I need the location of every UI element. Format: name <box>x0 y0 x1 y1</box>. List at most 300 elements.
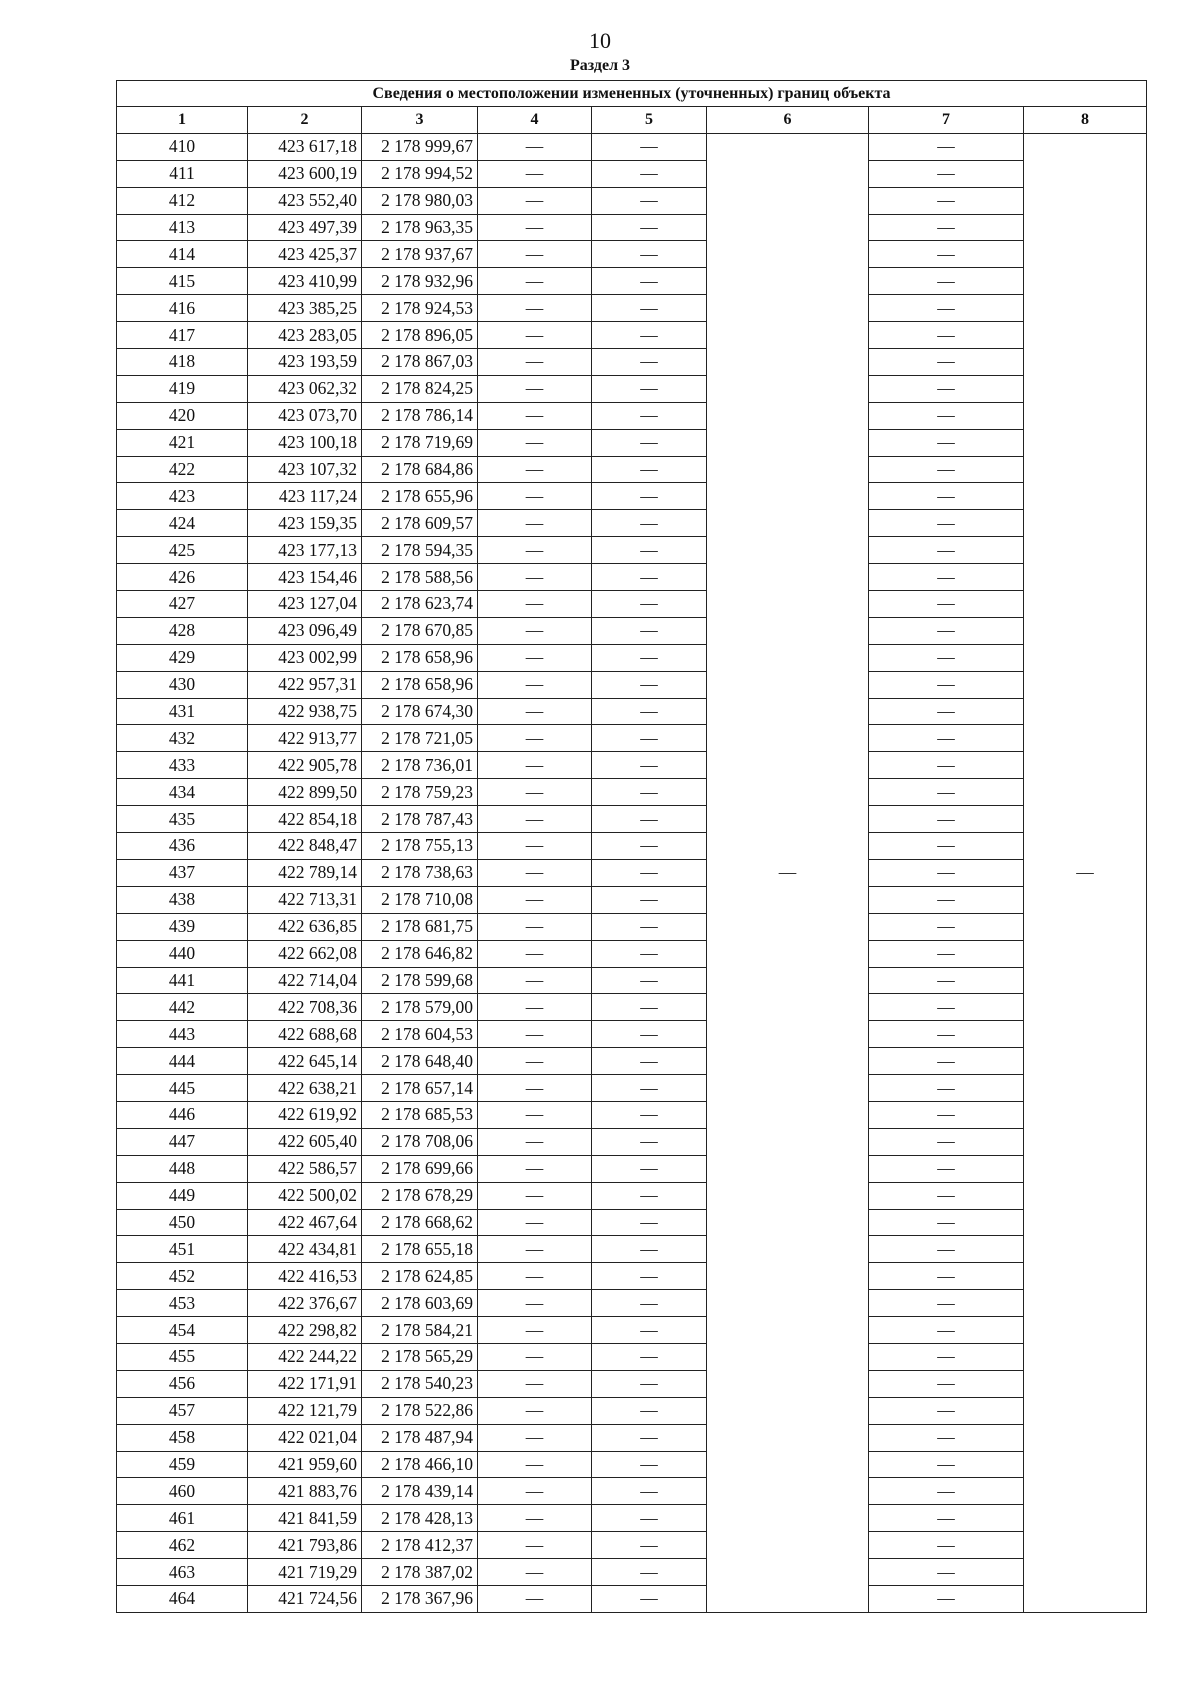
coordinate-x-cell: 422 500,02 <box>248 1182 362 1209</box>
point-number-cell: 447 <box>117 1128 248 1155</box>
col4-dash-cell: — <box>478 1263 592 1290</box>
col5-dash-cell: — <box>592 537 707 564</box>
table-row <box>117 913 1147 940</box>
coordinate-y-cell: 2 178 624,85 <box>362 1263 478 1290</box>
coordinate-y-cell: 2 178 599,68 <box>362 967 478 994</box>
col4-dash-cell: — <box>478 1585 592 1612</box>
coordinate-x-cell: 422 714,04 <box>248 967 362 994</box>
col4-dash-cell: — <box>478 1559 592 1586</box>
coordinate-x-cell: 422 957,31 <box>248 671 362 698</box>
col4-dash-cell: — <box>478 456 592 483</box>
col7-dash-cell: — <box>869 886 1024 913</box>
col5-dash-cell: — <box>592 456 707 483</box>
col4-dash-cell: — <box>478 510 592 537</box>
col4-dash-cell: — <box>478 671 592 698</box>
coordinate-y-cell: 2 178 708,06 <box>362 1128 478 1155</box>
point-number-cell: 419 <box>117 375 248 402</box>
coordinate-y-cell: 2 178 937,67 <box>362 241 478 268</box>
point-number-cell: 433 <box>117 752 248 779</box>
table-row <box>117 833 1147 860</box>
coordinate-y-cell: 2 178 609,57 <box>362 510 478 537</box>
col5-dash-cell: — <box>592 1290 707 1317</box>
col7-dash-cell: — <box>869 322 1024 349</box>
coordinate-x-cell: 423 425,37 <box>248 241 362 268</box>
col7-dash-cell: — <box>869 1532 1024 1559</box>
col7-dash-cell: — <box>869 456 1024 483</box>
point-number-cell: 430 <box>117 671 248 698</box>
col4-dash-cell: — <box>478 859 592 886</box>
col4-dash-cell: — <box>478 187 592 214</box>
col5-dash-cell: — <box>592 1155 707 1182</box>
point-number-cell: 435 <box>117 806 248 833</box>
coordinate-y-cell: 2 178 657,14 <box>362 1075 478 1102</box>
column-header-row <box>117 107 1147 134</box>
point-number-cell: 441 <box>117 967 248 994</box>
col5-dash-cell: — <box>592 806 707 833</box>
col5-dash-cell: — <box>592 1317 707 1344</box>
col7-dash-cell: — <box>869 429 1024 456</box>
point-number-cell: 454 <box>117 1317 248 1344</box>
table-row <box>117 214 1147 241</box>
table-row <box>117 886 1147 913</box>
coordinate-x-cell: 422 708,36 <box>248 994 362 1021</box>
point-number-cell: 455 <box>117 1343 248 1370</box>
point-number-cell: 442 <box>117 994 248 1021</box>
coordinate-x-cell: 423 127,04 <box>248 591 362 618</box>
coordinate-y-cell: 2 178 824,25 <box>362 375 478 402</box>
coordinate-x-cell: 422 298,82 <box>248 1317 362 1344</box>
coordinate-x-cell: 423 410,99 <box>248 268 362 295</box>
col7-dash-cell: — <box>869 1343 1024 1370</box>
table-row <box>117 456 1147 483</box>
col4-dash-cell: — <box>478 1451 592 1478</box>
col4-dash-cell: — <box>478 1021 592 1048</box>
col4-dash-cell: — <box>478 1075 592 1102</box>
col5-dash-cell: — <box>592 160 707 187</box>
col4-dash-cell: — <box>478 1236 592 1263</box>
col7-dash-cell: — <box>869 994 1024 1021</box>
table-row <box>117 859 1147 886</box>
point-number-cell: 436 <box>117 833 248 860</box>
table-row <box>117 1021 1147 1048</box>
col7-dash-cell: — <box>869 1370 1024 1397</box>
col5-dash-cell: — <box>592 1101 707 1128</box>
coordinate-y-cell: 2 178 387,02 <box>362 1559 478 1586</box>
coordinate-y-cell: 2 178 658,96 <box>362 671 478 698</box>
col7-dash-cell: — <box>869 537 1024 564</box>
point-number-cell: 422 <box>117 456 248 483</box>
coordinate-x-cell: 423 177,13 <box>248 537 362 564</box>
col5-dash-cell: — <box>592 1128 707 1155</box>
col5-dash-cell: — <box>592 752 707 779</box>
point-number-cell: 428 <box>117 617 248 644</box>
col5-dash-cell: — <box>592 886 707 913</box>
coordinate-y-cell: 2 178 932,96 <box>362 268 478 295</box>
table-row <box>117 698 1147 725</box>
col4-dash-cell: — <box>478 268 592 295</box>
coordinate-x-cell: 422 662,08 <box>248 940 362 967</box>
table-row <box>117 1559 1147 1586</box>
coordinate-x-cell: 422 913,77 <box>248 725 362 752</box>
col4-dash-cell: — <box>478 1317 592 1344</box>
col4-dash-cell: — <box>478 429 592 456</box>
coordinate-y-cell: 2 178 655,96 <box>362 483 478 510</box>
coordinate-x-cell: 422 848,47 <box>248 833 362 860</box>
col5-dash-cell: — <box>592 698 707 725</box>
col7-dash-cell: — <box>869 510 1024 537</box>
col4-dash-cell: — <box>478 1048 592 1075</box>
coordinate-x-cell: 422 938,75 <box>248 698 362 725</box>
coordinate-y-cell: 2 178 787,43 <box>362 806 478 833</box>
table-row <box>117 564 1147 591</box>
col4-dash-cell: — <box>478 779 592 806</box>
table-row <box>117 1263 1147 1290</box>
coordinate-x-cell: 423 154,46 <box>248 564 362 591</box>
point-number-cell: 411 <box>117 160 248 187</box>
col4-dash-cell: — <box>478 537 592 564</box>
col7-dash-cell: — <box>869 349 1024 376</box>
coordinate-y-cell: 2 178 668,62 <box>362 1209 478 1236</box>
coordinate-y-cell: 2 178 896,05 <box>362 322 478 349</box>
col7-dash-cell: — <box>869 1505 1024 1532</box>
coordinate-x-cell: 423 193,59 <box>248 349 362 376</box>
point-number-cell: 450 <box>117 1209 248 1236</box>
col7-dash-cell: — <box>869 1182 1024 1209</box>
coordinate-x-cell: 422 713,31 <box>248 886 362 913</box>
col7-dash-cell: — <box>869 133 1024 160</box>
col5-dash-cell: — <box>592 1182 707 1209</box>
coordinate-x-cell: 423 100,18 <box>248 429 362 456</box>
point-number-cell: 420 <box>117 402 248 429</box>
table-row <box>117 617 1147 644</box>
col7-dash-cell: — <box>869 160 1024 187</box>
point-number-cell: 458 <box>117 1424 248 1451</box>
col5-dash-cell: — <box>592 295 707 322</box>
table-row <box>117 725 1147 752</box>
col5-dash-cell: — <box>592 1263 707 1290</box>
table-row <box>117 483 1147 510</box>
col7-dash-cell: — <box>869 698 1024 725</box>
table-row <box>117 537 1147 564</box>
table-row <box>117 940 1147 967</box>
col4-dash-cell: — <box>478 214 592 241</box>
col7-dash-cell: — <box>869 940 1024 967</box>
coordinate-y-cell: 2 178 759,23 <box>362 779 478 806</box>
col7-dash-cell: — <box>869 1209 1024 1236</box>
table-row <box>117 1317 1147 1344</box>
coordinate-x-cell: 422 638,21 <box>248 1075 362 1102</box>
column-header-5: 5 <box>592 107 707 134</box>
col4-dash-cell: — <box>478 617 592 644</box>
col7-dash-cell: — <box>869 1236 1024 1263</box>
table-row <box>117 349 1147 376</box>
col7-dash-cell: — <box>869 859 1024 886</box>
col7-dash-cell: — <box>869 268 1024 295</box>
table-row <box>117 402 1147 429</box>
col4-dash-cell: — <box>478 1155 592 1182</box>
col7-dash-cell: — <box>869 1424 1024 1451</box>
col7-dash-cell: — <box>869 833 1024 860</box>
col5-dash-cell: — <box>592 241 707 268</box>
coordinate-y-cell: 2 178 924,53 <box>362 295 478 322</box>
coordinate-y-cell: 2 178 648,40 <box>362 1048 478 1075</box>
col5-dash-cell: — <box>592 1209 707 1236</box>
coordinate-x-cell: 422 021,04 <box>248 1424 362 1451</box>
coordinate-x-cell: 422 905,78 <box>248 752 362 779</box>
table-row <box>117 1209 1147 1236</box>
table-row <box>117 1424 1147 1451</box>
table-row <box>117 1182 1147 1209</box>
table-row <box>117 779 1147 806</box>
table-row <box>117 1478 1147 1505</box>
col7-dash-cell: — <box>869 725 1024 752</box>
col5-dash-cell: — <box>592 1451 707 1478</box>
col5-dash-cell: — <box>592 1397 707 1424</box>
col7-dash-cell: — <box>869 1451 1024 1478</box>
col5-dash-cell: — <box>592 1048 707 1075</box>
coordinate-x-cell: 421 883,76 <box>248 1478 362 1505</box>
col7-dash-cell: — <box>869 779 1024 806</box>
col7-dash-cell: — <box>869 1290 1024 1317</box>
col7-dash-cell: — <box>869 1263 1024 1290</box>
coordinate-x-cell: 423 159,35 <box>248 510 362 537</box>
col5-dash-cell: — <box>592 779 707 806</box>
col5-dash-cell: — <box>592 349 707 376</box>
coordinate-y-cell: 2 178 999,67 <box>362 133 478 160</box>
coordinate-y-cell: 2 178 428,13 <box>362 1505 478 1532</box>
col4-dash-cell: — <box>478 1478 592 1505</box>
col4-dash-cell: — <box>478 1290 592 1317</box>
col5-dash-cell: — <box>592 429 707 456</box>
table-row <box>117 994 1147 1021</box>
coordinate-y-cell: 2 178 565,29 <box>362 1343 478 1370</box>
point-number-cell: 431 <box>117 698 248 725</box>
table-row <box>117 1585 1147 1612</box>
point-number-cell: 413 <box>117 214 248 241</box>
page-number: 10 <box>589 28 611 53</box>
coordinate-y-cell: 2 178 699,66 <box>362 1155 478 1182</box>
coordinate-x-cell: 422 376,67 <box>248 1290 362 1317</box>
col5-dash-cell: — <box>592 510 707 537</box>
point-number-cell: 449 <box>117 1182 248 1209</box>
table-row <box>117 1451 1147 1478</box>
col4-dash-cell: — <box>478 940 592 967</box>
col7-dash-cell: — <box>869 1075 1024 1102</box>
coordinate-x-cell: 421 841,59 <box>248 1505 362 1532</box>
coordinate-x-cell: 423 117,24 <box>248 483 362 510</box>
col7-dash-cell: — <box>869 1585 1024 1612</box>
col7-dash-cell: — <box>869 1478 1024 1505</box>
coordinate-y-cell: 2 178 710,08 <box>362 886 478 913</box>
coordinate-x-cell: 423 096,49 <box>248 617 362 644</box>
point-number-cell: 414 <box>117 241 248 268</box>
col5-dash-cell: — <box>592 375 707 402</box>
point-number-cell: 417 <box>117 322 248 349</box>
point-number-cell: 425 <box>117 537 248 564</box>
col7-dash-cell: — <box>869 913 1024 940</box>
coordinate-x-cell: 422 854,18 <box>248 806 362 833</box>
col5-dash-cell: — <box>592 644 707 671</box>
coordinate-y-cell: 2 178 685,53 <box>362 1101 478 1128</box>
coordinate-y-cell: 2 178 681,75 <box>362 913 478 940</box>
col7-dash-cell: — <box>869 1021 1024 1048</box>
point-number-cell: 444 <box>117 1048 248 1075</box>
coordinate-x-cell: 421 793,86 <box>248 1532 362 1559</box>
col7-dash-cell: — <box>869 241 1024 268</box>
col4-dash-cell: — <box>478 375 592 402</box>
col5-dash-cell: — <box>592 913 707 940</box>
col4-dash-cell: — <box>478 483 592 510</box>
table-row <box>117 1290 1147 1317</box>
col4-dash-cell: — <box>478 295 592 322</box>
coordinate-y-cell: 2 178 540,23 <box>362 1370 478 1397</box>
col7-dash-cell: — <box>869 617 1024 644</box>
point-number-cell: 452 <box>117 1263 248 1290</box>
table-row <box>117 1236 1147 1263</box>
col4-dash-cell: — <box>478 1128 592 1155</box>
coordinate-y-cell: 2 178 584,21 <box>362 1317 478 1344</box>
col4-dash-cell: — <box>478 886 592 913</box>
point-number-cell: 464 <box>117 1585 248 1612</box>
col5-dash-cell: — <box>592 1021 707 1048</box>
col7-dash-cell: — <box>869 402 1024 429</box>
table-row <box>117 1397 1147 1424</box>
col7-dash-cell: — <box>869 1155 1024 1182</box>
col5-dash-cell: — <box>592 187 707 214</box>
point-number-cell: 460 <box>117 1478 248 1505</box>
col5-dash-cell: — <box>592 1532 707 1559</box>
coordinate-x-cell: 422 645,14 <box>248 1048 362 1075</box>
coordinate-x-cell: 422 244,22 <box>248 1343 362 1370</box>
col5-dash-cell: — <box>592 564 707 591</box>
coordinate-y-cell: 2 178 655,18 <box>362 1236 478 1263</box>
col7-dash-cell: — <box>869 1397 1024 1424</box>
point-number-cell: 416 <box>117 295 248 322</box>
col4-dash-cell: — <box>478 1397 592 1424</box>
table-row <box>117 429 1147 456</box>
point-number-cell: 426 <box>117 564 248 591</box>
col4-dash-cell: — <box>478 1343 592 1370</box>
coordinate-x-cell: 422 605,40 <box>248 1128 362 1155</box>
coordinate-y-cell: 2 178 623,74 <box>362 591 478 618</box>
col4-dash-cell: — <box>478 322 592 349</box>
coordinates-table <box>116 80 1147 1613</box>
table-row <box>117 1101 1147 1128</box>
coordinate-y-cell: 2 178 670,85 <box>362 617 478 644</box>
table-row <box>117 1048 1147 1075</box>
coordinate-x-cell: 421 959,60 <box>248 1451 362 1478</box>
table-row <box>117 375 1147 402</box>
table-row <box>117 967 1147 994</box>
col4-dash-cell: — <box>478 698 592 725</box>
coordinate-y-cell: 2 178 684,86 <box>362 456 478 483</box>
point-number-cell: 439 <box>117 913 248 940</box>
point-number-cell: 459 <box>117 1451 248 1478</box>
col5-dash-cell: — <box>592 322 707 349</box>
coordinate-x-cell: 422 586,57 <box>248 1155 362 1182</box>
col7-dash-cell: — <box>869 671 1024 698</box>
point-number-cell: 438 <box>117 886 248 913</box>
col4-dash-cell: — <box>478 349 592 376</box>
coordinate-x-cell: 423 385,25 <box>248 295 362 322</box>
table-row <box>117 510 1147 537</box>
table-row <box>117 644 1147 671</box>
col5-dash-cell: — <box>592 940 707 967</box>
coordinate-y-cell: 2 178 646,82 <box>362 940 478 967</box>
coordinate-x-cell: 421 724,56 <box>248 1585 362 1612</box>
coordinate-y-cell: 2 178 594,35 <box>362 537 478 564</box>
point-number-cell: 446 <box>117 1101 248 1128</box>
col4-dash-cell: — <box>478 1370 592 1397</box>
col4-dash-cell: — <box>478 806 592 833</box>
point-number-cell: 443 <box>117 1021 248 1048</box>
table-row <box>117 1128 1147 1155</box>
col4-dash-cell: — <box>478 1101 592 1128</box>
point-number-cell: 424 <box>117 510 248 537</box>
coordinate-y-cell: 2 178 963,35 <box>362 214 478 241</box>
table-row <box>117 241 1147 268</box>
section-title: Раздел 3 <box>569 57 631 74</box>
column-header-8: 8 <box>1024 107 1147 134</box>
col5-dash-cell: — <box>592 671 707 698</box>
coordinate-x-cell: 423 283,05 <box>248 322 362 349</box>
col8-merged-cell: — <box>1024 133 1147 1612</box>
col7-dash-cell: — <box>869 1128 1024 1155</box>
table-row <box>117 671 1147 698</box>
col7-dash-cell: — <box>869 1048 1024 1075</box>
table-row <box>117 160 1147 187</box>
point-number-cell: 451 <box>117 1236 248 1263</box>
column-header-7: 7 <box>869 107 1024 134</box>
table-row <box>117 295 1147 322</box>
point-number-cell: 412 <box>117 187 248 214</box>
table-row <box>117 1370 1147 1397</box>
point-number-cell: 423 <box>117 483 248 510</box>
coordinate-y-cell: 2 178 786,14 <box>362 402 478 429</box>
coordinate-y-cell: 2 178 721,05 <box>362 725 478 752</box>
col7-dash-cell: — <box>869 752 1024 779</box>
coordinate-y-cell: 2 178 674,30 <box>362 698 478 725</box>
table-row <box>117 806 1147 833</box>
coordinate-x-cell: 422 789,14 <box>248 859 362 886</box>
coordinate-y-cell: 2 178 579,00 <box>362 994 478 1021</box>
coordinate-y-cell: 2 178 367,96 <box>362 1585 478 1612</box>
col4-dash-cell: — <box>478 1182 592 1209</box>
column-header-4: 4 <box>478 107 592 134</box>
point-number-cell: 453 <box>117 1290 248 1317</box>
col5-dash-cell: — <box>592 268 707 295</box>
table-row <box>117 133 1147 160</box>
col5-dash-cell: — <box>592 133 707 160</box>
point-number-cell: 456 <box>117 1370 248 1397</box>
coordinate-x-cell: 423 002,99 <box>248 644 362 671</box>
col7-dash-cell: — <box>869 1101 1024 1128</box>
point-number-cell: 445 <box>117 1075 248 1102</box>
coordinate-x-cell: 422 467,64 <box>248 1209 362 1236</box>
coordinate-y-cell: 2 178 604,53 <box>362 1021 478 1048</box>
coordinate-x-cell: 422 636,85 <box>248 913 362 940</box>
col4-dash-cell: — <box>478 994 592 1021</box>
table-row <box>117 1075 1147 1102</box>
point-number-cell: 432 <box>117 725 248 752</box>
table-row <box>117 1532 1147 1559</box>
coordinate-y-cell: 2 178 980,03 <box>362 187 478 214</box>
coordinate-x-cell: 423 600,19 <box>248 160 362 187</box>
col7-dash-cell: — <box>869 1559 1024 1586</box>
coordinate-y-cell: 2 178 487,94 <box>362 1424 478 1451</box>
coordinate-y-cell: 2 178 867,03 <box>362 349 478 376</box>
coordinate-y-cell: 2 178 466,10 <box>362 1451 478 1478</box>
